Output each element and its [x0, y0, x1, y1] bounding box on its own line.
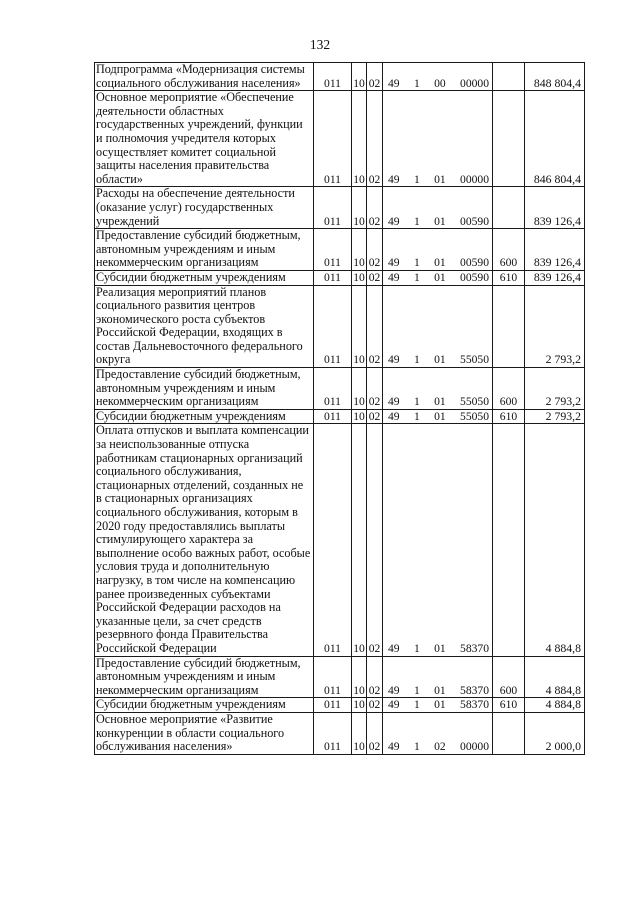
- section-code: 10: [353, 409, 365, 423]
- subprogram-code: 1: [413, 353, 420, 367]
- section-code: 10: [353, 270, 365, 284]
- amount: 2 000,0: [525, 712, 585, 754]
- item-name: Реализация мероприятий планов социального развития центров экономического роста субъектов Российской Федерации, входящих в состав Дальневосточного федерального округа: [95, 285, 314, 368]
- program-code: 49: [388, 270, 400, 284]
- section-code: 10: [352, 368, 367, 410]
- expense-type-code: [493, 63, 525, 91]
- ministry-code: 011: [314, 409, 352, 424]
- item-name: Субсидии бюджетным учреждениям: [95, 270, 314, 285]
- program-code: 49: [388, 395, 400, 409]
- direction-code: 00590: [460, 214, 489, 228]
- ministry-code: 011: [314, 187, 352, 229]
- expense-type-code: 610: [493, 409, 525, 424]
- subsection-code: 02: [367, 91, 383, 187]
- amount: 4 884,8: [525, 656, 585, 698]
- target-article-code: [383, 270, 493, 285]
- table-row: [95, 368, 585, 410]
- program-code: 49: [388, 353, 400, 367]
- program-code: 49: [388, 683, 400, 697]
- subsection-code: 02: [367, 270, 383, 285]
- amount: 2 793,2: [525, 409, 585, 424]
- target-article-code: [383, 409, 493, 424]
- ministry-code: 011: [314, 698, 352, 713]
- section-code: 10: [352, 656, 367, 698]
- subprogram-code: 1: [413, 256, 420, 270]
- table-row: [95, 712, 585, 754]
- amount: 4 884,8: [525, 424, 585, 656]
- table-row: [95, 285, 585, 368]
- target-article-code: [383, 91, 493, 187]
- ministry-code: 011: [314, 270, 352, 285]
- section-code: 10: [352, 424, 367, 656]
- activity-code: 01: [434, 395, 446, 409]
- section-code: 10: [352, 187, 367, 229]
- item-name: Предоставление субсидий бюджетным, автономным учреждениям и иным некоммерческим организациям: [95, 656, 314, 698]
- subsection-code: 02: [367, 656, 383, 698]
- direction-code: 55050: [460, 353, 489, 367]
- target-article-code: [383, 63, 493, 91]
- table-row: [95, 270, 585, 285]
- direction-code: 58370: [460, 698, 489, 712]
- ministry-code: 011: [314, 63, 352, 91]
- budget-table: [94, 62, 585, 755]
- target-article-code: [383, 698, 493, 713]
- amount: 839 126,4: [525, 270, 585, 285]
- item-name: Основное мероприятие «Обеспечение деятельности областных государственных учреждений, функции и полномочия учредителя которых осуществляет комитет социальной защиты населения правительства области»: [95, 91, 314, 187]
- direction-code: 00000: [460, 76, 489, 90]
- table-row: [95, 91, 585, 187]
- table-row: [95, 424, 585, 656]
- subprogram-code: 1: [413, 409, 420, 423]
- subprogram-code: 1: [413, 395, 420, 409]
- table-row: [95, 229, 585, 271]
- subsection-code: 02: [367, 187, 383, 229]
- activity-code: 00: [434, 76, 446, 90]
- direction-code: 58370: [460, 641, 489, 655]
- subsection-code: 02: [367, 698, 383, 713]
- program-code: 49: [388, 256, 400, 270]
- direction-code: 00590: [460, 270, 489, 284]
- amount: 846 804,4: [525, 91, 585, 187]
- amount: 2 793,2: [525, 285, 585, 368]
- ministry-code: 011: [314, 424, 352, 656]
- expense-type-code: 600: [493, 229, 525, 271]
- program-code: 49: [388, 172, 400, 186]
- activity-code: 01: [434, 698, 446, 712]
- amount: 4 884,8: [525, 698, 585, 713]
- ministry-code: 011: [314, 229, 352, 271]
- subprogram-code: 1: [413, 683, 420, 697]
- ministry-code: 011: [314, 91, 352, 187]
- activity-code: 01: [434, 270, 446, 284]
- program-code: 49: [388, 698, 400, 712]
- activity-code: 01: [434, 409, 446, 423]
- subsection-code: 02: [367, 424, 383, 656]
- item-name: Предоставление субсидий бюджетным, автономным учреждениям и иным некоммерческим организациям: [95, 229, 314, 271]
- subprogram-code: 1: [413, 270, 420, 284]
- subprogram-code: 1: [413, 698, 420, 712]
- direction-code: 00590: [460, 256, 489, 270]
- amount: 2 793,2: [525, 368, 585, 410]
- subsection-code: 02: [367, 229, 383, 271]
- amount: 839 126,4: [525, 187, 585, 229]
- table-row: [95, 656, 585, 698]
- direction-code: 00000: [460, 740, 489, 754]
- item-name: Подпрограмма «Модернизация системы социального обслуживания населения»: [95, 63, 314, 91]
- item-name: Субсидии бюджетным учреждениям: [95, 409, 314, 424]
- activity-code: 01: [434, 683, 446, 697]
- section-code: 10: [353, 698, 365, 712]
- table-row: [95, 698, 585, 713]
- subsection-code: 02: [367, 712, 383, 754]
- expense-type-code: [493, 424, 525, 656]
- subprogram-code: 1: [413, 76, 420, 90]
- direction-code: 58370: [460, 683, 489, 697]
- direction-code: 55050: [460, 409, 489, 423]
- section-code: 10: [352, 63, 367, 91]
- ministry-code: 011: [314, 285, 352, 368]
- activity-code: 02: [434, 740, 446, 754]
- item-name: Субсидии бюджетным учреждениям: [95, 698, 314, 713]
- ministry-code: 011: [314, 656, 352, 698]
- target-article-code: [383, 424, 493, 656]
- target-article-code: [383, 656, 493, 698]
- target-article-code: [383, 368, 493, 410]
- subprogram-code: 1: [413, 740, 420, 754]
- expense-type-code: [493, 712, 525, 754]
- item-name: Предоставление субсидий бюджетным, автономным учреждениям и иным некоммерческим организациям: [95, 368, 314, 410]
- subprogram-code: 1: [413, 172, 420, 186]
- activity-code: 01: [434, 353, 446, 367]
- program-code: 49: [388, 76, 400, 90]
- section-code: 10: [352, 229, 367, 271]
- page-number: 132: [309, 37, 331, 52]
- item-name: Расходы на обеспечение деятельности (оказание услуг) государственных учреждений: [95, 187, 314, 229]
- activity-code: 01: [434, 641, 446, 655]
- item-name: Оплата отпусков и выплата компенсации за неиспользованные отпуска работникам стационарных организаций социального обслуживания, стационарных отделений, созданных не в стационарных организациях социального обслуживания, которым в 2020 году предоставлялись выплаты стимулирующего характера за выполнение особо важных работ, особые условия труда и дополнительную нагрузку, в том числе на компенсацию ранее произведенных субъектами Российской Федерации расходов на указанные цели, за счет средств резервного фонда Правительства Российской Федерации: [95, 424, 314, 656]
- table-row: [95, 409, 585, 424]
- table-row: [95, 187, 585, 229]
- program-code: 49: [388, 214, 400, 228]
- activity-code: 01: [434, 172, 446, 186]
- section-code: 10: [352, 712, 367, 754]
- expense-type-code: [493, 187, 525, 229]
- section-code: 10: [352, 91, 367, 187]
- expense-type-code: 600: [493, 656, 525, 698]
- direction-code: 55050: [460, 395, 489, 409]
- expense-type-code: 610: [493, 698, 525, 713]
- direction-code: 00000: [460, 172, 489, 186]
- subprogram-code: 1: [413, 641, 420, 655]
- ministry-code: 011: [314, 712, 352, 754]
- subsection-code: 02: [367, 368, 383, 410]
- subsection-code: 02: [367, 63, 383, 91]
- subprogram-code: 1: [413, 214, 420, 228]
- amount: 848 804,4: [525, 63, 585, 91]
- target-article-code: [383, 187, 493, 229]
- program-code: 49: [388, 740, 400, 754]
- expense-type-code: [493, 91, 525, 187]
- activity-code: 01: [434, 214, 446, 228]
- subsection-code: 02: [367, 285, 383, 368]
- ministry-code: 011: [314, 368, 352, 410]
- program-code: 49: [388, 641, 400, 655]
- table-row: [95, 63, 585, 91]
- amount: 839 126,4: [525, 229, 585, 271]
- activity-code: 01: [434, 256, 446, 270]
- item-name: Основное мероприятие «Развитие конкуренции в области социального обслуживания населения»: [95, 712, 314, 754]
- expense-type-code: 610: [493, 270, 525, 285]
- target-article-code: [383, 229, 493, 271]
- expense-type-code: [493, 285, 525, 368]
- expense-type-code: 600: [493, 368, 525, 410]
- section-code: 10: [352, 285, 367, 368]
- target-article-code: [383, 712, 493, 754]
- target-article-code: [383, 285, 493, 368]
- program-code: 49: [388, 409, 400, 423]
- subsection-code: 02: [367, 409, 383, 424]
